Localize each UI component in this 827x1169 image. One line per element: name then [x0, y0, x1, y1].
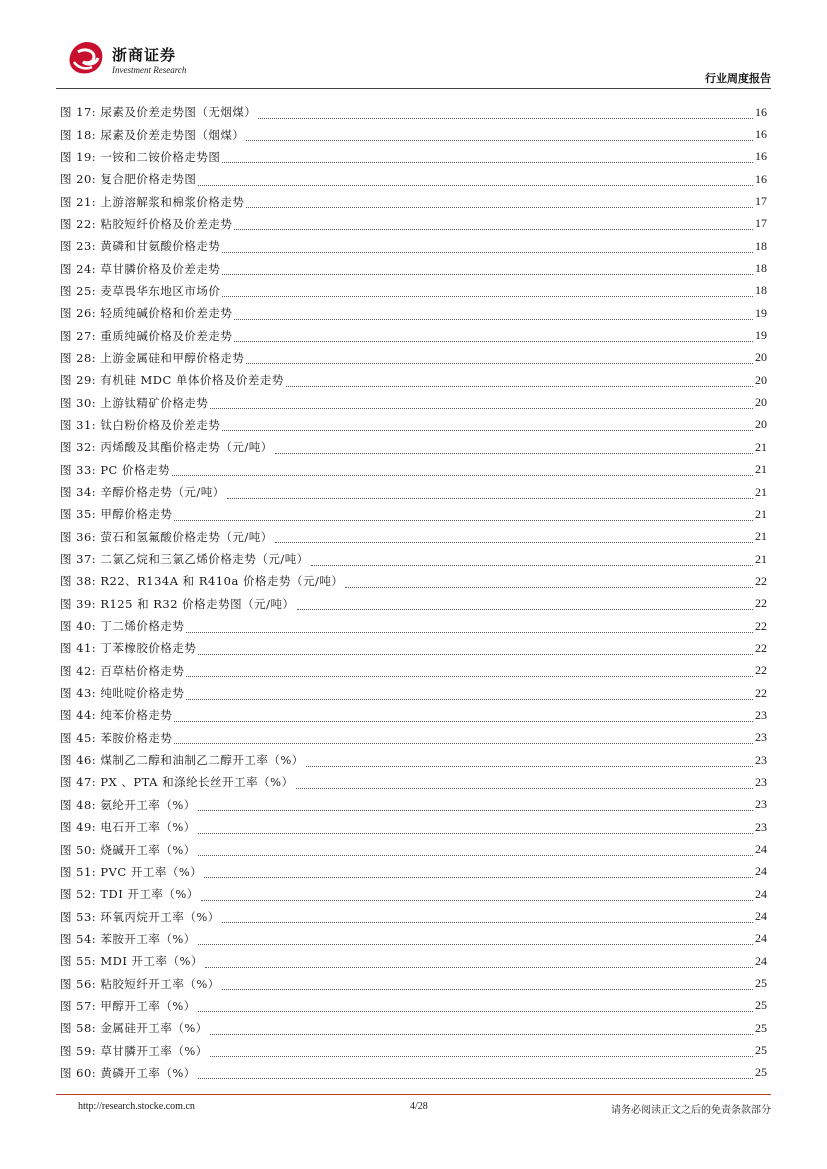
toc-entry-label: 图 32: 丙烯酸及其酯价格走势（元/吨）	[60, 440, 273, 455]
toc-entry[interactable]	[60, 816, 767, 838]
toc-entry[interactable]	[60, 459, 767, 481]
toc-entry[interactable]	[60, 838, 767, 860]
toc-entry-page: 25	[755, 998, 767, 1013]
toc-dot-leader	[222, 288, 753, 297]
toc-dot-leader	[205, 959, 753, 968]
toc-entry-label: 图 55: MDI 开工率（%）	[60, 954, 203, 969]
toc-entry-label: 图 17: 尿素及价差走势图（无烟煤）	[60, 105, 257, 120]
toc-entry-page: 24	[755, 953, 767, 968]
brand-subtitle: Investment Research	[112, 65, 187, 75]
toc-entry-page: 17	[755, 194, 767, 209]
toc-entry-label: 图 58: 金属硅开工率（%）	[60, 1021, 208, 1036]
toc-entry[interactable]	[60, 905, 767, 927]
toc-entry[interactable]	[60, 637, 767, 659]
report-type: 行业周度报告	[705, 72, 771, 85]
zheshang-logo-icon	[66, 40, 106, 76]
toc-entry-label: 图 47: PX 、PTA 和涤纶长丝开工率（%）	[60, 775, 294, 790]
toc-dot-leader	[210, 1048, 753, 1057]
toc-dot-leader	[172, 467, 753, 476]
toc-entry-label: 图 40: 丁二烯价格走势	[60, 619, 185, 634]
toc-entry[interactable]	[60, 861, 767, 883]
toc-entry-page: 23	[755, 797, 767, 812]
toc-dot-leader	[311, 557, 753, 566]
toc-entry[interactable]	[60, 213, 767, 235]
toc-entry-page: 20	[755, 372, 767, 387]
toc-entry-label: 图 48: 氨纶开工率（%）	[60, 797, 196, 812]
toc-entry[interactable]	[60, 347, 767, 369]
toc-entry-page: 18	[755, 238, 767, 253]
toc-dot-leader	[222, 154, 753, 163]
toc-entry[interactable]	[60, 749, 767, 771]
toc-dot-leader	[210, 400, 753, 409]
toc-entry[interactable]	[60, 995, 767, 1017]
toc-dot-leader	[222, 914, 753, 923]
toc-dot-leader	[258, 110, 753, 119]
toc-entry[interactable]	[60, 704, 767, 726]
toc-entry-page: 24	[755, 931, 767, 946]
toc-entry-label: 图 21: 上游溶解浆和棉浆价格走势	[60, 194, 245, 209]
toc-entry-label: 图 39: R125 和 R32 价格走势图（元/吨）	[60, 596, 295, 611]
toc-dot-leader	[198, 1003, 753, 1012]
toc-entry-page: 21	[755, 551, 767, 566]
toc-entry[interactable]	[60, 1062, 767, 1084]
toc-entry[interactable]	[60, 615, 767, 637]
toc-entry-page: 16	[755, 171, 767, 186]
toc-entry-page: 24	[755, 864, 767, 879]
toc-entry[interactable]	[60, 302, 767, 324]
toc-dot-leader	[198, 825, 753, 834]
toc-entry[interactable]	[60, 235, 767, 257]
toc-entry-label: 图 25: 麦草畏华东地区市场价	[60, 283, 221, 298]
header-divider	[56, 88, 771, 89]
toc-entry-label: 图 24: 草甘膦价格及价差走势	[60, 261, 221, 276]
toc-dot-leader	[234, 333, 753, 342]
brand-name: 浙商证券	[112, 46, 177, 64]
toc-entry-label: 图 60: 黄磷开工率（%）	[60, 1065, 196, 1080]
toc-dot-leader	[345, 579, 753, 588]
toc-entry-label: 图 31: 钛白粉价格及价差走势	[60, 417, 221, 432]
toc-entry-page: 16	[755, 127, 767, 142]
toc-entry[interactable]	[60, 928, 767, 950]
toc-entry[interactable]	[60, 481, 767, 503]
toc-entry[interactable]	[60, 436, 767, 458]
toc-entry[interactable]	[60, 391, 767, 413]
toc-entry-page: 18	[755, 283, 767, 298]
toc-dot-leader	[198, 177, 753, 186]
footer-disclaimer: 请务必阅读正文之后的免责条款部分	[611, 1105, 771, 1116]
toc-dot-leader	[198, 936, 753, 945]
toc-entry-label: 图 45: 苯胺价格走势	[60, 730, 173, 745]
footer-divider	[56, 1094, 771, 1095]
toc-entry-page: 22	[755, 663, 767, 678]
toc-entry-label: 图 52: TDI 开工率（%）	[60, 887, 199, 902]
toc-dot-leader	[227, 490, 753, 499]
toc-entry[interactable]	[60, 570, 767, 592]
toc-entry-page: 21	[755, 506, 767, 521]
toc-entry[interactable]	[60, 257, 767, 279]
toc-entry[interactable]	[60, 526, 767, 548]
footer-url-link[interactable]: http://research.stocke.com.cn	[78, 1101, 195, 1112]
toc-entry-label: 图 19: 一铵和二铵价格走势图	[60, 149, 221, 164]
toc-entry-label: 图 43: 纯吡啶价格走势	[60, 686, 185, 701]
toc-entry-page: 22	[755, 596, 767, 611]
toc-entry[interactable]	[60, 1039, 767, 1061]
toc-entry-label: 图 20: 复合肥价格走势图	[60, 172, 197, 187]
toc-entry[interactable]	[60, 123, 767, 145]
page-header	[0, 0, 827, 92]
toc-entry-page: 21	[755, 484, 767, 499]
toc-entry-page: 18	[755, 261, 767, 276]
toc-entry-page: 19	[755, 305, 767, 320]
toc-dot-leader	[234, 221, 753, 230]
toc-dot-leader	[222, 244, 753, 253]
toc-entry-label: 图 18: 尿素及价差走势图（烟煤）	[60, 127, 245, 142]
toc-entry[interactable]	[60, 727, 767, 749]
toc-entry[interactable]	[60, 660, 767, 682]
toc-dot-leader	[246, 199, 753, 208]
toc-entry[interactable]	[60, 168, 767, 190]
toc-dot-leader	[275, 534, 753, 543]
toc-entry[interactable]	[60, 503, 767, 525]
figure-table-of-contents	[60, 101, 767, 1084]
toc-entry-label: 图 41: 丁苯橡胶价格走势	[60, 641, 197, 656]
toc-entry[interactable]	[60, 593, 767, 615]
toc-dot-leader	[201, 892, 753, 901]
toc-dot-leader	[186, 668, 753, 677]
toc-dot-leader	[297, 601, 753, 610]
toc-dot-leader	[198, 847, 753, 856]
toc-entry-label: 图 28: 上游金属硅和甲醇价格走势	[60, 350, 245, 365]
toc-entry-page: 21	[755, 439, 767, 454]
toc-entry-page: 25	[755, 976, 767, 991]
toc-entry-label: 图 44: 纯苯价格走势	[60, 708, 173, 723]
toc-entry-label: 图 38: R22、R134A 和 R410a 价格走势（元/吨）	[60, 574, 344, 589]
toc-entry-label: 图 33: PC 价格走势	[60, 462, 171, 477]
toc-entry-label: 图 49: 电石开工率（%）	[60, 820, 196, 835]
toc-entry-label: 图 23: 黄磷和甘氨酸价格走势	[60, 239, 221, 254]
toc-entry-page: 24	[755, 842, 767, 857]
toc-entry-label: 图 35: 甲醇价格走势	[60, 507, 173, 522]
toc-entry-page: 22	[755, 685, 767, 700]
toc-entry-page: 22	[755, 618, 767, 633]
toc-dot-leader	[174, 713, 753, 722]
toc-entry-page: 23	[755, 819, 767, 834]
toc-entry-page: 22	[755, 573, 767, 588]
toc-entry-page: 24	[755, 909, 767, 924]
toc-entry-label: 图 56: 粘胶短纤开工率（%）	[60, 976, 220, 991]
toc-entry-page: 25	[755, 1043, 767, 1058]
toc-entry[interactable]	[60, 101, 767, 123]
toc-entry[interactable]	[60, 414, 767, 436]
toc-entry-page: 20	[755, 350, 767, 365]
toc-entry-label: 图 29: 有机硅 MDC 单体价格及价差走势	[60, 373, 284, 388]
toc-entry-label: 图 26: 轻质纯碱价格和价差走势	[60, 306, 233, 321]
toc-entry-page: 25	[755, 1020, 767, 1035]
toc-entry-page: 23	[755, 730, 767, 745]
toc-dot-leader	[198, 646, 753, 655]
toc-entry-label: 图 22: 粘胶短纤价格及价差走势	[60, 216, 233, 231]
toc-entry[interactable]	[60, 324, 767, 346]
toc-entry-page: 21	[755, 529, 767, 544]
toc-entry[interactable]	[60, 369, 767, 391]
toc-entry[interactable]	[60, 1017, 767, 1039]
toc-entry-label: 图 59: 草甘膦开工率（%）	[60, 1043, 208, 1058]
toc-dot-leader	[222, 422, 753, 431]
toc-dot-leader	[186, 624, 753, 633]
toc-dot-leader	[210, 1026, 753, 1035]
toc-entry-label: 图 54: 苯胺开工率（%）	[60, 931, 196, 946]
toc-entry-label: 图 57: 甲醇开工率（%）	[60, 998, 196, 1013]
toc-entry-page: 22	[755, 640, 767, 655]
toc-entry[interactable]	[60, 771, 767, 793]
toc-entry[interactable]	[60, 146, 767, 168]
toc-dot-leader	[222, 266, 753, 275]
toc-entry[interactable]	[60, 548, 767, 570]
toc-dot-leader	[306, 758, 753, 767]
toc-dot-leader	[198, 1070, 753, 1079]
toc-dot-leader	[198, 802, 753, 811]
toc-entry-page: 24	[755, 886, 767, 901]
toc-entry-label: 图 50: 烧碱开工率（%）	[60, 842, 196, 857]
toc-dot-leader	[246, 132, 753, 141]
toc-entry-page: 20	[755, 395, 767, 410]
toc-entry[interactable]	[60, 280, 767, 302]
toc-entry[interactable]	[60, 682, 767, 704]
toc-dot-leader	[246, 355, 753, 364]
toc-entry-label: 图 42: 百草枯价格走势	[60, 663, 185, 678]
toc-entry-page: 16	[755, 149, 767, 164]
toc-dot-leader	[286, 378, 753, 387]
toc-entry-page: 25	[755, 1065, 767, 1080]
toc-entry-page: 17	[755, 216, 767, 231]
page-number: 4/28	[410, 1101, 428, 1112]
toc-entry-label: 图 51: PVC 开工率（%）	[60, 864, 203, 879]
toc-entry-label: 图 37: 二氯乙烷和三氯乙烯价格走势（元/吨）	[60, 552, 309, 567]
toc-entry[interactable]	[60, 794, 767, 816]
toc-entry-page: 21	[755, 462, 767, 477]
toc-entry[interactable]	[60, 190, 767, 212]
toc-dot-leader	[275, 445, 753, 454]
toc-entry[interactable]	[60, 883, 767, 905]
toc-entry-page: 23	[755, 707, 767, 722]
toc-entry-label: 图 36: 萤石和氢氟酸价格走势（元/吨）	[60, 529, 273, 544]
toc-entry-label: 图 30: 上游钛精矿价格走势	[60, 395, 209, 410]
toc-entry-page: 23	[755, 752, 767, 767]
toc-entry-label: 图 53: 环氧丙烷开工率（%）	[60, 909, 220, 924]
toc-dot-leader	[174, 512, 753, 521]
toc-dot-leader	[204, 869, 753, 878]
toc-dot-leader	[174, 735, 753, 744]
toc-entry[interactable]	[60, 950, 767, 972]
toc-entry-page: 20	[755, 417, 767, 432]
toc-dot-leader	[222, 981, 753, 990]
toc-dot-leader	[296, 780, 753, 789]
toc-entry-page: 23	[755, 774, 767, 789]
toc-dot-leader	[186, 691, 753, 700]
toc-entry-page: 16	[755, 104, 767, 119]
toc-entry-page: 19	[755, 328, 767, 343]
toc-entry-label: 图 27: 重质纯碱价格及价差走势	[60, 328, 233, 343]
toc-dot-leader	[234, 311, 753, 320]
toc-entry[interactable]	[60, 972, 767, 994]
toc-entry-label: 图 46: 煤制乙二醇和油制乙二醇开工率（%）	[60, 753, 304, 768]
toc-entry-label: 图 34: 辛醇价格走势（元/吨）	[60, 485, 225, 500]
